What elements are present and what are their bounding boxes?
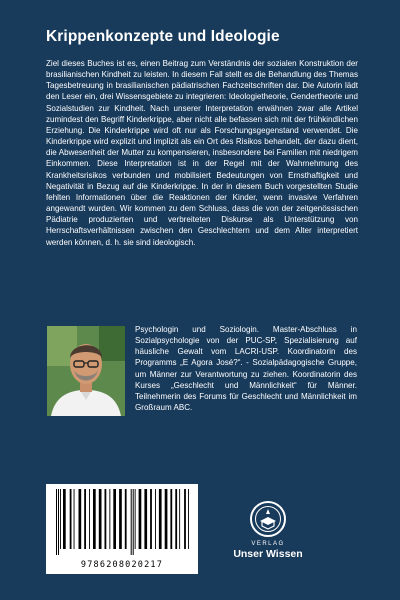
book-title: Krippenkonzepte und Ideologie: [46, 28, 280, 45]
author-photo: [47, 326, 125, 416]
barcode-bars: [54, 489, 190, 555]
book-description: Ziel dieses Buches ist es, einen Beitrag zum Verständnis der sozialen Konstruktion der brasilianischen Kindheit zu leisten. In diesem Fall stellt es die Behandlung des Themas Tagesbetreuung in brasilianischen pädiatrischen Fachzeitschriften dar. Die Autorin lädt den Leser ein, drei Wissensgebiete zu integrieren: Ideologietheorie, Gendertheorie und Sozialstudien zur Kindheit. Nach unserer Interpretation erwähnen zwar alle Artikel zumindest den Begriff Kinderkrippe, aber nicht alle befassen sich mit der frühkindlichen Erziehung. Die Kinderkrippe wird oft nur als Forschungsgegenstand verwendet. Die Kinderkrippe wird explizit und implizit als ein Ort des Risikos behandelt, der dazu dient, die Abwesenheit der Mutter zu kompensieren, insbesondere bei Familien mit niedrigem Einkommen. Diese Interpretation ist in der Regel mit der Wahrnehmung des Krankheitsrisikos verbunden und mobilisiert Bedeutungen von Ernsthaftigkeit und Negativität in Bezug auf die Kinderkrippe. In der in diesem Buch vorgestellten Studie fehlten Informationen über die Reaktionen der Kinder, wenn invasive Verfahren angewandt wurden. Wir kommen zu dem Schluss, dass die von der zeitgenössischen Pädiatrie produzierten und verbreiteten Diskurse als Unterstützung von Herrschaftsverhältnissen zwischen den Geschlechtern und dem Alter interpretiert werden können, d. h. sie sind ideologisch.: [46, 59, 358, 247]
publisher-seal-icon: [249, 500, 287, 538]
publisher-verlag-label: VERLAG: [251, 541, 285, 547]
publisher-name: Unser Wissen: [233, 548, 303, 560]
barcode: [46, 484, 198, 574]
publisher-logo: [226, 500, 310, 560]
isbn-number: 9786208020217: [80, 560, 164, 570]
author-bio: Psychologin und Soziologin. Master-Abschluss in Sozialpsychologie von der PUC-SP, Spezialisierung auf häusliche Gewalt vom LACRI-USP. Koordinatorin des Programms „E Agora José?“. - Sozialpädagogische Gruppe, um Männer zur Verantwortung zu ziehen. Koordinatorin des Kurses „Geschlecht und Männlichkeit“ für Männer. Teilnehmerin des Forums für Geschlecht und Männlichkeit im Großraum ABC.: [135, 325, 357, 413]
